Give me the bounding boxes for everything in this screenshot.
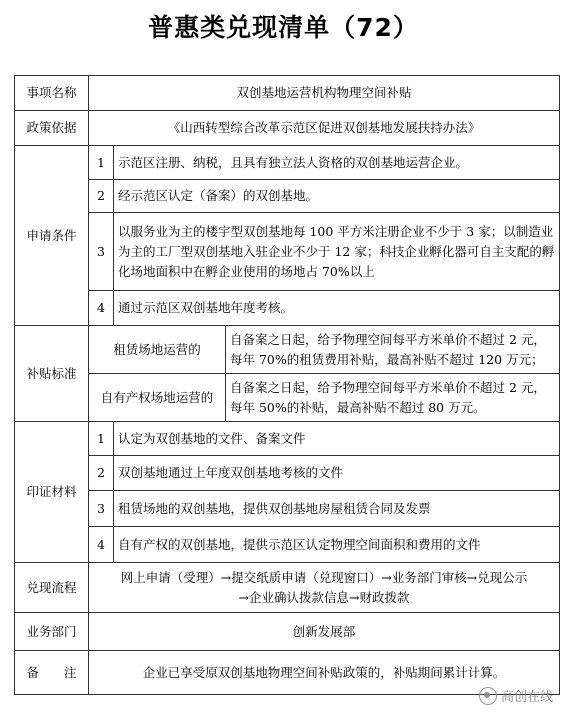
condition-number: 3 — [89, 213, 114, 291]
subsidy-text: 自备案之日起，给予物理空间每平方米单价不超过 2 元，每年 70%的租赁费用补贴，最高补贴不超过 120 万元； — [226, 326, 560, 374]
row-item-name — [15, 76, 560, 111]
condition-text: 以服务业为主的楼宇型双创基地每 100 平方米注册企业不少于 3 家；以制造业为主的工厂型双创基地入驻企业不少于 12 家；科技企业孵化器可自主支配的孵化场地面积中在孵企业使用的场地占 70%以上 — [114, 213, 560, 291]
process-line-1: 网上申请（受理）→提交纸质申请（兑现窗口）→业务部门审核→兑现公示 — [120, 569, 528, 585]
material-number: 1 — [89, 422, 114, 456]
materials-label: 印证材料 — [15, 422, 89, 563]
process-value — [89, 563, 560, 613]
page-title: 普惠类兑现清单（72） — [148, 13, 419, 42]
material-number: 2 — [89, 456, 114, 491]
material-number: 3 — [89, 491, 114, 527]
row-process — [15, 563, 560, 613]
policy-table — [14, 75, 560, 695]
material-row — [15, 491, 560, 527]
process-line-2: →企业确认拨款信息→财政拨款 — [238, 589, 410, 605]
subsidy-text: 自备案之日起，给予物理空间每平方米单价不超过 2 元，每年 50%的补贴，最高补贴不超过 80 万元。 — [226, 374, 560, 422]
subsidy-type: 租赁场地运营的 — [89, 326, 226, 374]
row-remark — [15, 651, 560, 695]
row-policy-basis — [15, 111, 560, 146]
wechat-logo-icon — [479, 687, 497, 705]
department-label: 业务部门 — [15, 613, 89, 651]
condition-row — [15, 180, 560, 213]
condition-row — [15, 213, 560, 291]
material-row — [15, 422, 560, 456]
subsidy-type: 自有产权场地运营的 — [89, 374, 226, 422]
subsidy-label: 补贴标准 — [15, 326, 89, 422]
subsidy-row — [15, 374, 560, 422]
remark-value: 企业已享受原双创基地物理空间补贴政策的，补贴期间累计计算。 — [89, 651, 560, 695]
material-row — [15, 527, 560, 563]
condition-text: 示范区注册、纳税，且具有独立法人资格的双创基地运营企业。 — [114, 146, 560, 180]
item-name-label: 事项名称 — [15, 76, 89, 111]
material-text: 认定为双创基地的文件、备案文件 — [114, 422, 560, 456]
material-text: 双创基地通过上年度双创基地考核的文件 — [114, 456, 560, 491]
material-row — [15, 456, 560, 491]
condition-row — [15, 146, 560, 180]
material-text: 租赁场地的双创基地，提供双创基地房屋租赁合同及发票 — [114, 491, 560, 527]
item-name-value: 双创基地运营机构物理空间补贴 — [89, 76, 560, 111]
condition-row — [15, 291, 560, 326]
condition-text: 经示范区认定（备案）的双创基地。 — [114, 180, 560, 213]
process-label: 兑现流程 — [15, 563, 89, 613]
condition-number: 4 — [89, 291, 114, 326]
conditions-label: 申请条件 — [15, 146, 89, 326]
condition-number: 1 — [89, 146, 114, 180]
policy-basis-label: 政策依据 — [15, 111, 89, 146]
watermark — [479, 686, 553, 705]
department-value: 创新发展部 — [89, 613, 560, 651]
material-text: 自有产权的双创基地，提供示范区认定物理空间面积和费用的文件 — [114, 527, 560, 563]
material-number: 4 — [89, 527, 114, 563]
condition-number: 2 — [89, 180, 114, 213]
policy-basis-value: 《山西转型综合改革示范区促进双创基地发展扶持办法》 — [89, 111, 560, 146]
row-department — [15, 613, 560, 651]
condition-text: 通过示范区双创基地年度考核。 — [114, 291, 560, 326]
remark-label: 备 注 — [15, 651, 89, 695]
watermark-text: 高创在线 — [500, 690, 553, 705]
subsidy-row — [15, 326, 560, 374]
